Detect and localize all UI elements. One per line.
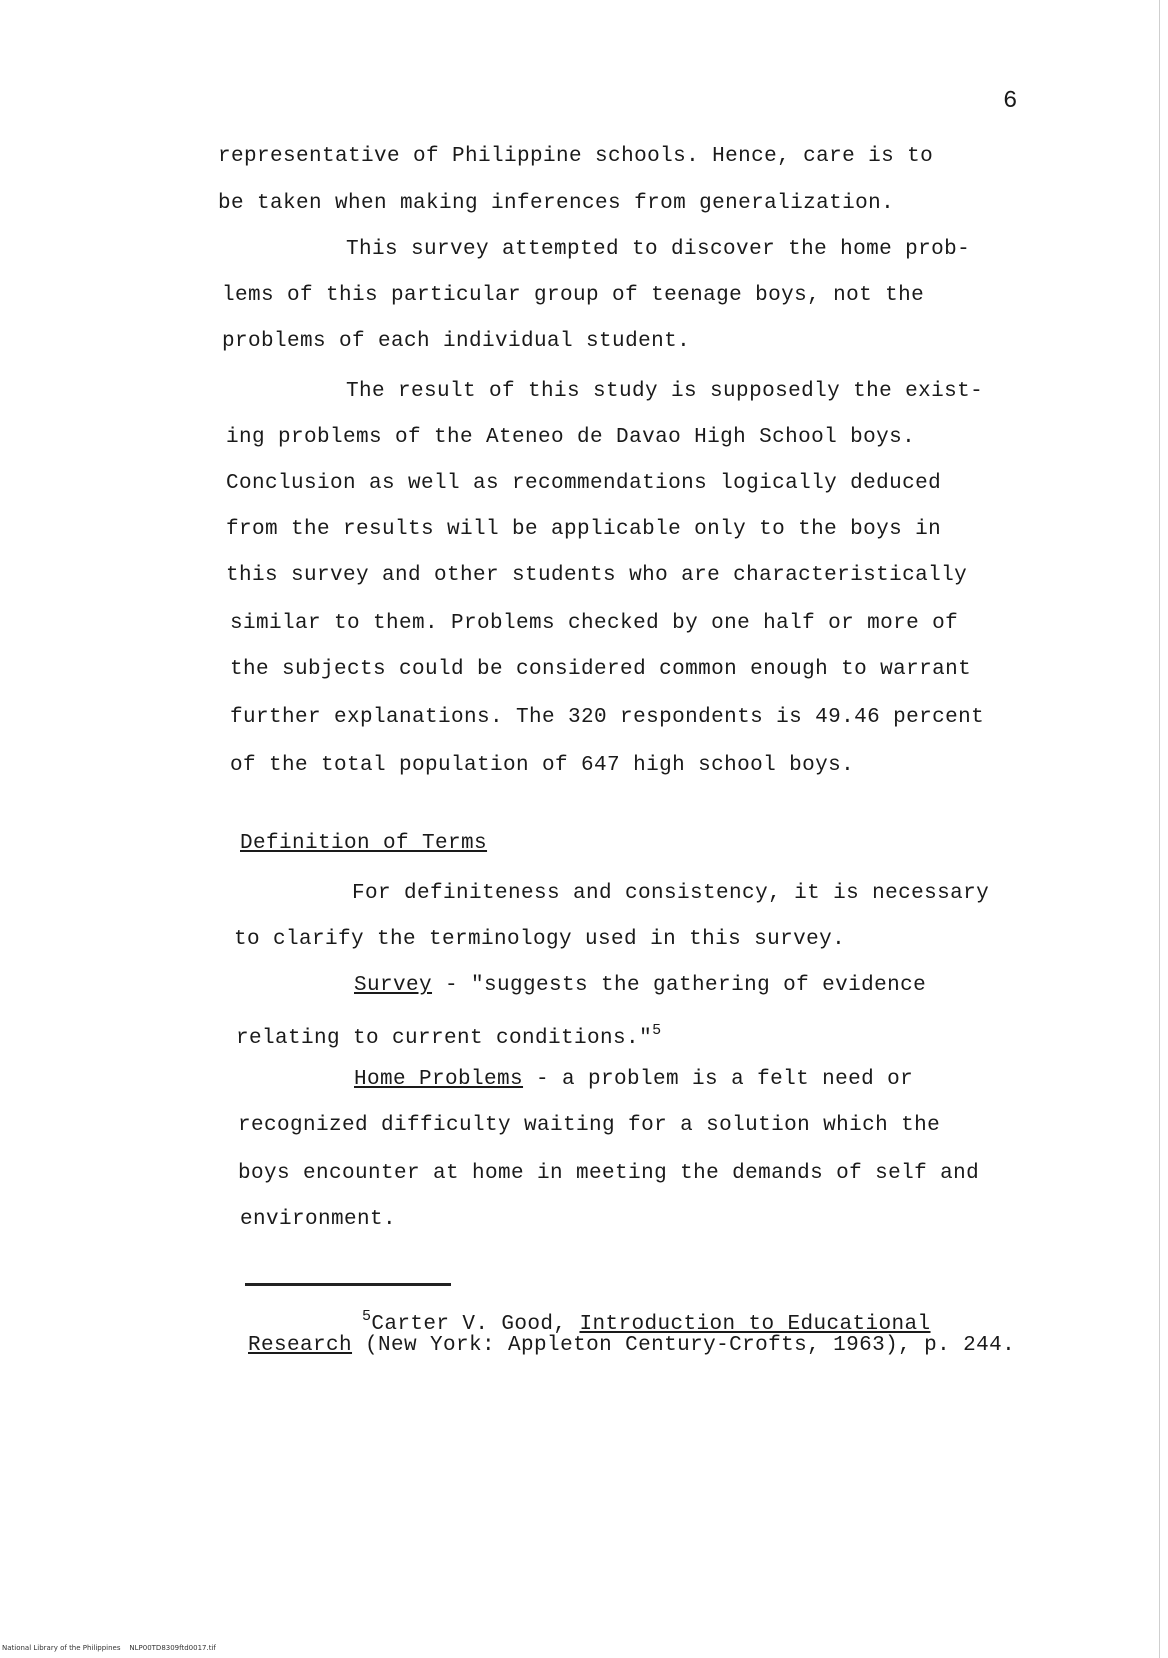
definition-home-problems-term: Home Problems — [354, 1068, 524, 1091]
paragraph-2-line-1: This survey attempted to discover the home prob- — [346, 238, 971, 261]
footnote-separator — [245, 1283, 451, 1286]
definition-survey-line-2 — [236, 1022, 661, 1050]
definition-home-problems-line-2: recognized difficulty waiting for a solution which the — [238, 1114, 941, 1137]
paragraph-4-line-1: For definiteness and consistency, it is necessary — [352, 882, 990, 905]
page-number: 6 — [1003, 88, 1018, 115]
scan-credit: National Library of the Philippines NLP00TD8309ftd0017.tif — [2, 1644, 216, 1652]
scan-edge-line — [1159, 0, 1160, 1658]
footnote-author: Carter V. Good, — [371, 1313, 580, 1336]
paragraph-3-line-2: ing problems of the Ateneo de Davao High School boys. — [226, 426, 916, 449]
footnote-number: 5 — [362, 1308, 372, 1325]
footnote-reference: 5 — [652, 1022, 662, 1039]
paragraph-3-line-9: of the total population of 647 high school boys. — [230, 754, 855, 777]
paragraph-3-line-6: similar to them. Problems checked by one half or more of — [230, 612, 959, 635]
footnote-line-1 — [362, 1308, 931, 1336]
definition-home-problems-text: - a problem is a felt need or — [523, 1068, 914, 1091]
paragraph-3-line-7: the subjects could be considered common enough to warrant — [230, 658, 972, 681]
definition-survey-line-1 — [354, 974, 926, 997]
paragraph-3-line-3: Conclusion as well as recommendations logically deduced — [226, 472, 942, 495]
definition-home-problems-line-1 — [354, 1068, 913, 1091]
footnote-title-part-2: Research — [248, 1334, 353, 1357]
definition-survey-term: Survey — [354, 974, 433, 997]
paragraph-2-line-3: problems of each individual student. — [222, 330, 691, 353]
paragraph-3-line-8: further explanations. The 320 respondents is 49.46 percent — [230, 706, 985, 729]
definition-home-problems-line-4: environment. — [240, 1208, 397, 1231]
footnote-publication: (New York: Appleton Century-Crofts, 1963), p. 244. — [352, 1334, 1016, 1357]
footnote-title-part-1: Introduction to Educational — [579, 1313, 931, 1336]
definition-survey-text-2: relating to current conditions." — [236, 1027, 653, 1050]
paragraph-3-line-4: from the results will be applicable only to the boys in — [226, 518, 942, 541]
definition-survey-text: - "suggests the gathering of evidence — [432, 974, 927, 997]
paragraph-3-line-5: this survey and other students who are characteristically — [226, 564, 968, 587]
paragraph-4-line-2: to clarify the terminology used in this survey. — [234, 928, 846, 951]
paragraph-3-line-1: The result of this study is supposedly the exist- — [346, 380, 984, 403]
section-heading: Definition of Terms — [240, 832, 488, 855]
paragraph-2-line-2: lems of this particular group of teenage boys, not the — [222, 284, 925, 307]
definition-home-problems-line-3: boys encounter at home in meeting the demands of self and — [238, 1162, 980, 1185]
paragraph-1-line-2: be taken when making inferences from generalization. — [218, 192, 895, 215]
paragraph-1-line-1: representative of Philippine schools. Hence, care is to — [218, 145, 934, 168]
footnote-line-2 — [248, 1334, 1015, 1357]
